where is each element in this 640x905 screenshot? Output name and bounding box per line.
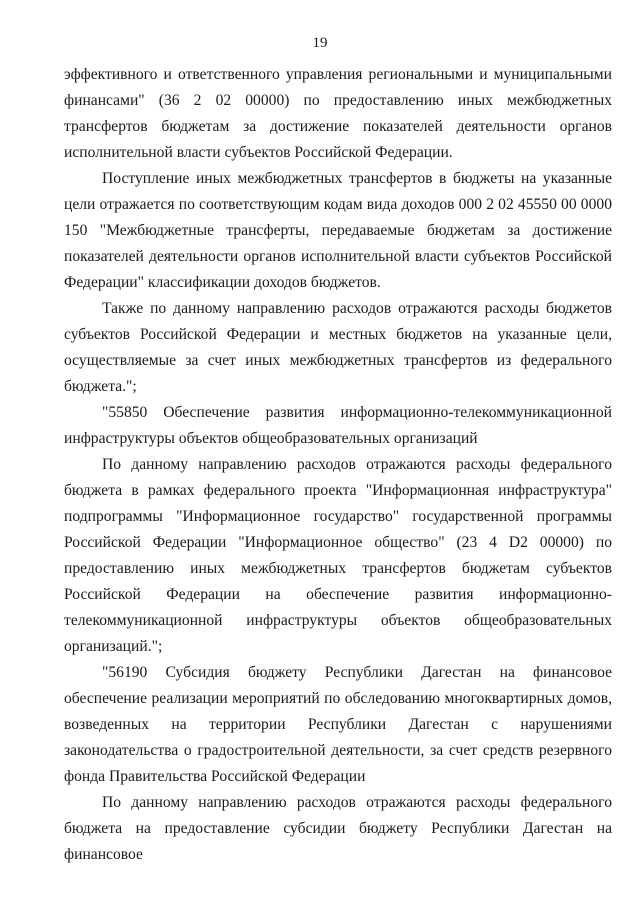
paragraph-4: "55850 Обеспечение развития информационно-телекоммуникационной инфраструктуры объектов общеобразовательных организаций [64, 404, 612, 447]
paragraph-1: эффективного и ответственного управления региональными и муниципальными финансами" (36 2 02 00000) по предоставлению иных межбюджетных трансфертов бюджетам за достижение показателей деятельности органов исполнительной власти субъектов Российской Федерации. [64, 66, 612, 161]
paragraph-3: Также по данному направлению расходов отражаются расходы бюджетов субъектов Российской Федерации и местных бюджетов на указанные цели, осуществляемые за счет иных межбюджетных трансфертов из федерального бюджета."; [64, 300, 612, 395]
paragraph-2: Поступление иных межбюджетных трансфертов в бюджеты на указанные цели отражается по соответствующим кодам вида доходов 000 2 02 45550 00 0000 150 "Межбюджетные трансферты, передаваемые бюджетам за достижение показателей деятельности органов исполнительной власти субъектов Российской Федерации" классификации доходов бюджетов. [64, 170, 612, 291]
paragraph-6: "56190 Субсидия бюджету Республики Дагестан на финансовое обеспечение реализации мероприятий по обследованию многоквартирных домов, возведенных на территории Республики Дагестан с нарушениями законодательства о градостроительной деятельности, за счет средств резервного фонда Правительства Российской Федерации [64, 664, 612, 785]
document-body [64, 62, 612, 868]
paragraph-5: По данному направлению расходов отражаются расходы федерального бюджета в рамках федерального проекта "Информационная инфраструктура" подпрограммы "Информационное государство" государственной программы Российской Федерации "Информационное общество" (23 4 D2 00000) по предоставлению иных межбюджетных трансфертов бюджетам субъектов Российской Федерации на обеспечение развития информационно-телекоммуникационной инфраструктуры объектов общеобразовательных организаций."; [64, 456, 612, 655]
paragraph-7: По данному направлению расходов отражаются расходы федерального бюджета на предоставление субсидии бюджету Республики Дагестан на финансовое [64, 794, 612, 863]
page-number: 19 [312, 35, 328, 51]
